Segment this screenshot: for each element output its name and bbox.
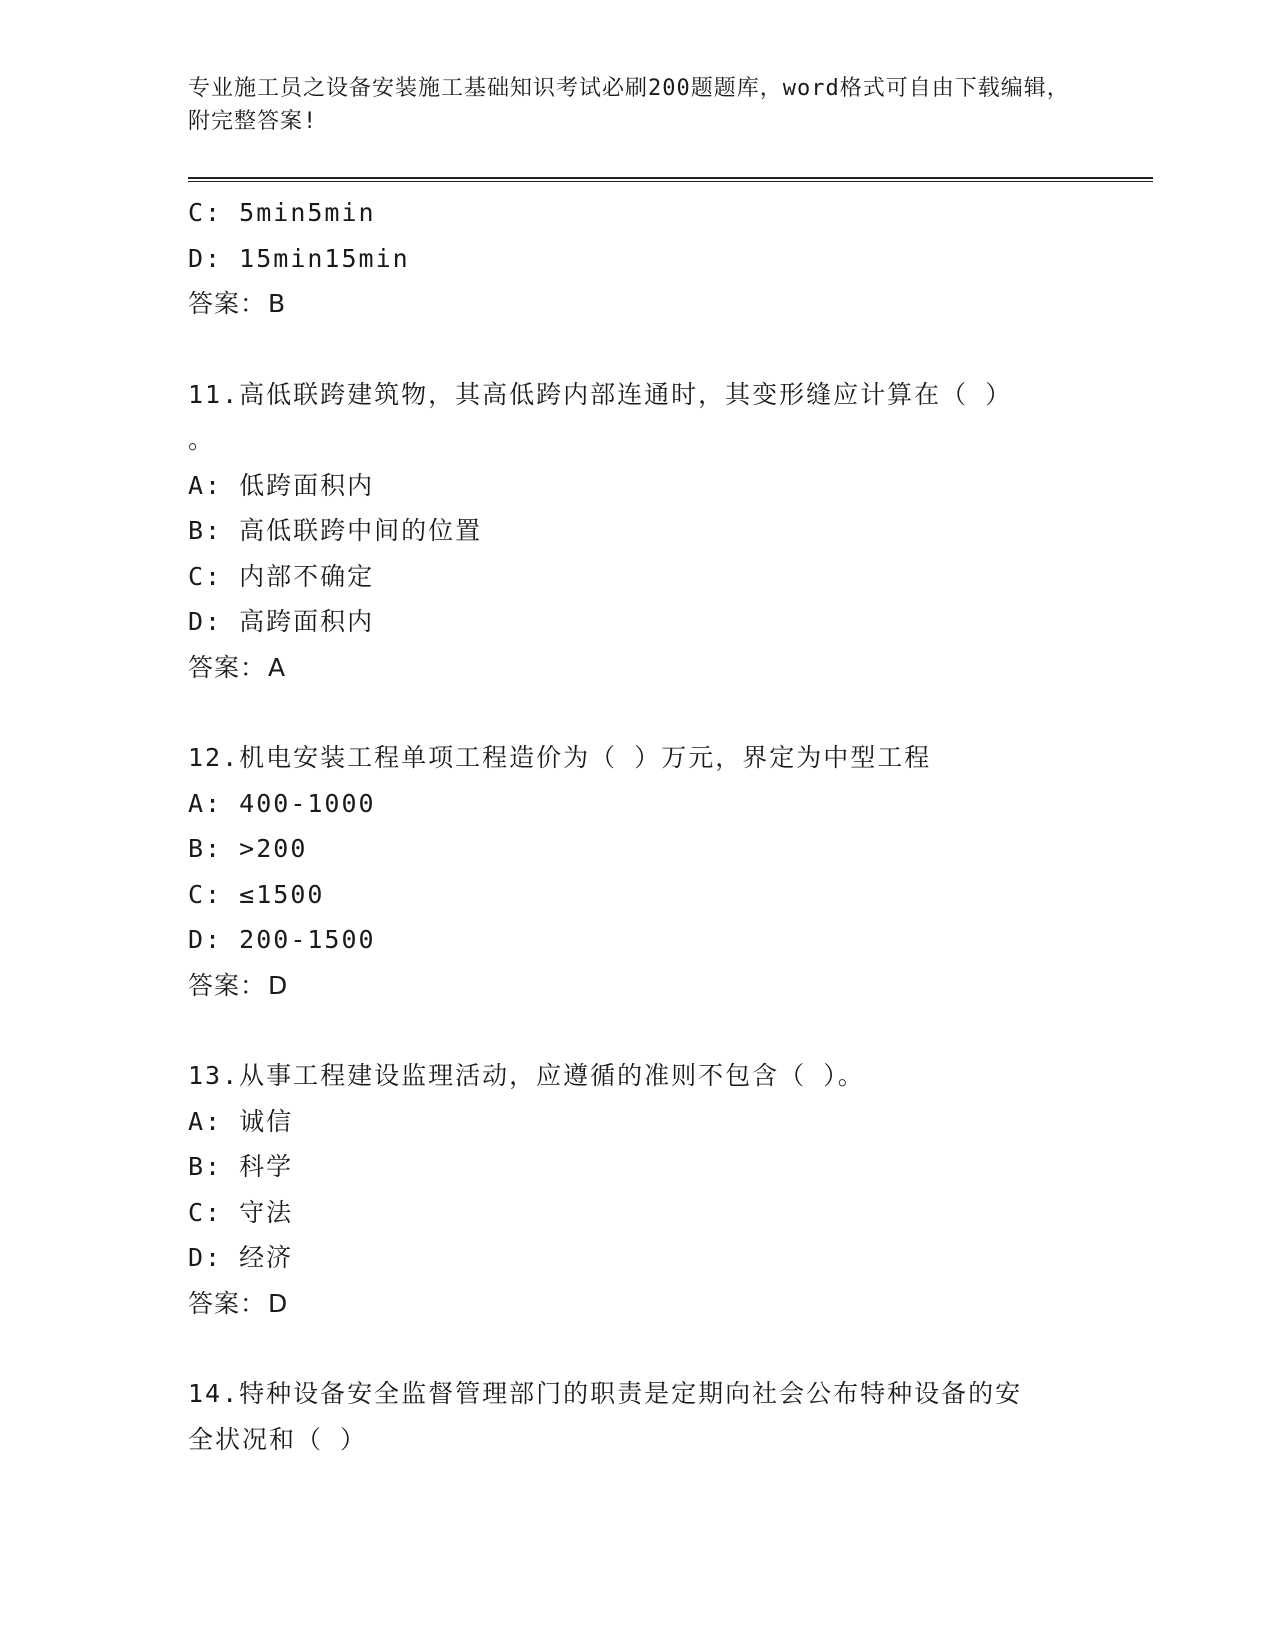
option-label: B:	[188, 516, 223, 545]
question-13	[188, 1053, 1088, 1326]
option-d	[188, 599, 1088, 645]
question-stem-continued: 全状况和（ ）	[188, 1424, 368, 1454]
option-label: C:	[188, 561, 223, 591]
answer-value: D	[268, 1288, 289, 1318]
question-stem: 11.高低联跨建筑物，其高低跨内部连通时，其变形缝应计算在（ ）	[188, 379, 1013, 409]
option-text: 15min15min	[239, 243, 410, 273]
answer-label: 答案：	[188, 289, 267, 318]
option-c	[188, 872, 1088, 918]
option-text: 科学	[239, 1152, 294, 1181]
option-a	[188, 781, 1088, 827]
option-label: A:	[188, 470, 223, 500]
question-14	[188, 1371, 1088, 1462]
option-text: 200-1500	[239, 925, 376, 954]
option-b	[188, 826, 1088, 872]
answer-label: 答案：	[188, 970, 267, 1000]
option-c	[188, 554, 1088, 600]
option-label: B:	[188, 834, 223, 863]
answer-line	[188, 281, 1088, 327]
question-stem-continued: 。	[188, 425, 216, 454]
spacer	[188, 1008, 1088, 1053]
spacer	[188, 690, 1088, 735]
option-c	[188, 1190, 1088, 1236]
header-divider	[188, 177, 1153, 182]
option-a	[188, 463, 1088, 509]
option-text: 诚信	[239, 1106, 294, 1136]
option-text: 5min5min	[239, 198, 376, 227]
option-label: D:	[188, 925, 223, 954]
option-label: D:	[188, 1243, 223, 1272]
option-d	[188, 236, 1088, 282]
option-label: B:	[188, 1152, 223, 1181]
option-text: 守法	[239, 1197, 294, 1227]
option-label: C:	[188, 1197, 223, 1227]
option-text: 高跨面积内	[239, 607, 375, 636]
option-b	[188, 508, 1088, 554]
answer-value: D	[268, 970, 289, 1000]
option-label: D:	[188, 607, 223, 636]
option-d	[188, 917, 1088, 963]
answer-value: B	[268, 289, 287, 318]
question-content	[188, 190, 1088, 1462]
question-11	[188, 372, 1088, 691]
option-label: C:	[188, 198, 223, 227]
option-b	[188, 1144, 1088, 1190]
option-label: A:	[188, 1106, 223, 1136]
answer-line	[188, 963, 1088, 1009]
option-text: 内部不确定	[239, 561, 375, 591]
prev-question-tail	[188, 190, 1088, 327]
option-text: 高低联跨中间的位置	[239, 516, 483, 545]
spacer	[188, 1326, 1088, 1371]
option-label: D:	[188, 243, 223, 273]
question-stem: 12.机电安装工程单项工程造价为（ ）万元，界定为中型工程	[188, 743, 932, 772]
question-stem: 13.从事工程建设监理活动，应遵循的准则不包含（ ）。	[188, 1061, 865, 1090]
option-d	[188, 1235, 1088, 1281]
option-text: ≤1500	[239, 879, 325, 909]
option-c	[188, 190, 1088, 236]
option-text: 400-1000	[239, 788, 376, 818]
page-header-title: 专业施工员之设备安装施工基础知识考试必刷200题题库，word格式可自由下载编辑，附完整答案!	[188, 76, 1070, 134]
answer-line	[188, 1281, 1088, 1327]
option-text: >200	[239, 834, 308, 863]
spacer	[188, 327, 1088, 372]
option-text: 经济	[239, 1243, 294, 1272]
question-stem: 14.特种设备安全监督管理部门的职责是定期向社会公布特种设备的安	[188, 1379, 1023, 1408]
option-label: A:	[188, 788, 223, 818]
answer-label: 答案：	[188, 1288, 267, 1318]
option-a	[188, 1099, 1088, 1145]
answer-value: A	[268, 652, 287, 682]
answer-line	[188, 645, 1088, 691]
question-12	[188, 735, 1088, 1008]
option-label: C:	[188, 879, 223, 909]
answer-label: 答案：	[188, 652, 267, 682]
option-text: 低跨面积内	[239, 470, 375, 500]
